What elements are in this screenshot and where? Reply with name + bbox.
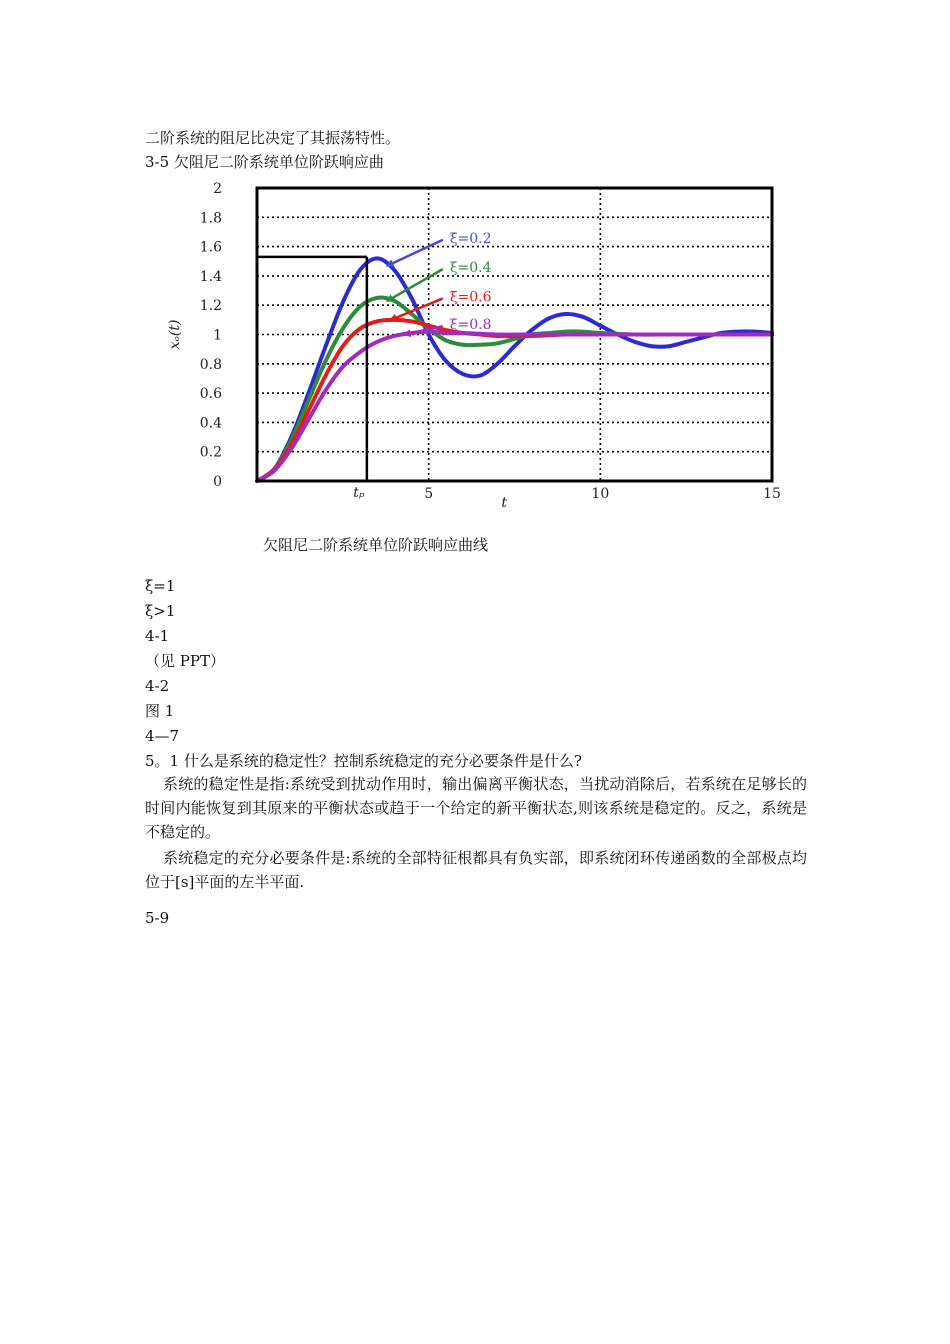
y-tick-label: 0.2 [199, 444, 222, 461]
xi-greater-1: ξ>1 [145, 602, 176, 620]
x-tick-labels [353, 485, 781, 502]
annotation-label: ξ=0.2 [449, 230, 492, 247]
y-tick-label: 1.4 [199, 268, 222, 285]
figure-caption: 欠阻尼二阶系统单位阶跃响应曲线 [263, 536, 489, 554]
tp-tick-label: tₚ [353, 485, 365, 501]
stability-definition: 系统的稳定性是指:系统受到扰动作用时，输出偏离平衡状态，当扰动消除后，若系统在足够长的时间内能恢复到其原来的平衡状态或趋于一个给定的新平衡状态,则该系统是稳定的。反之，系统是不稳定的。 [145, 775, 807, 841]
section-heading-3-5: 3-5 欠阻尼二阶系统单位阶跃响应曲 [145, 153, 384, 171]
response-curve [257, 332, 772, 481]
annotation-label: ξ=0.8 [449, 317, 492, 334]
section-4-1: 4-1 [145, 627, 170, 645]
annotation-arrow [387, 240, 442, 266]
y-tick-label: 1.2 [199, 298, 222, 315]
section-5-9: 5-9 [145, 909, 170, 927]
intro-line: 二阶系统的阻尼比决定了其振荡特性。 [145, 129, 401, 147]
x-axis-label: t [501, 495, 508, 510]
x-tick-label: 5 [424, 486, 434, 502]
section-4-2: 4-2 [145, 677, 170, 695]
y-tick-label: 1.8 [199, 210, 222, 227]
response-curve [257, 258, 772, 481]
annotation-label: ξ=0.6 [449, 289, 492, 306]
step-response-chart [150, 170, 790, 510]
y-tick-label: 0.4 [199, 415, 222, 432]
figure-1-label: 图 1 [145, 702, 175, 720]
question-5-1: 5。1 什么是系统的稳定性？控制系统稳定的充分必要条件是什么? [145, 752, 582, 770]
y-tick-label: 1 [213, 327, 222, 344]
section-4-7: 4—7 [145, 727, 180, 745]
y-tick-label: 0.8 [199, 356, 222, 373]
y-axis-label: xₒ(t) [167, 319, 183, 350]
x-tick-label: 10 [591, 486, 610, 502]
y-tick-label: 0.6 [199, 386, 222, 403]
y-tick-labels [200, 181, 222, 490]
x-tick-label: 15 [763, 486, 781, 502]
stability-condition: 系统稳定的充分必要条件是:系统的全部特征根都具有负实部，即系统闭环传递函数的全部极点均位于[s]平面的左半平面. [145, 849, 807, 891]
response-curves [257, 258, 772, 481]
y-tick-label: 1.6 [199, 239, 222, 256]
y-tick-label: 0 [213, 474, 222, 490]
see-ppt-note: （见 PPT） [145, 652, 225, 670]
annotation-label: ξ=0.4 [449, 260, 492, 277]
y-tick-label: 2 [213, 181, 222, 197]
xi-equals-1: ξ=1 [145, 577, 176, 595]
